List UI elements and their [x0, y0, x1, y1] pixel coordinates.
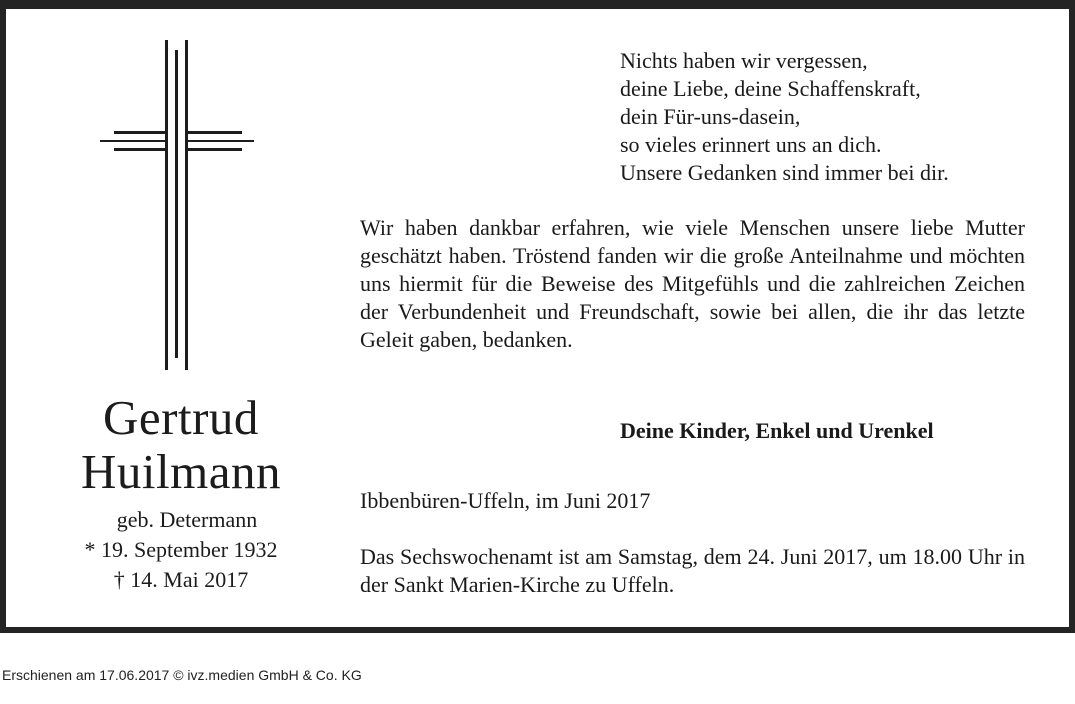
last-name: Huilmann: [81, 444, 281, 499]
poem: [620, 47, 1060, 187]
service-announcement: Das Sechswochenamt ist am Samstag, dem 24. Juni 2017, um 18.00 Uhr in der Sankt Marien-Kirche zu Uffeln.: [360, 544, 1025, 597]
poem-line: Unsere Gedanken sind immer bei dir.: [620, 160, 949, 185]
poem-line: deine Liebe, deine Schaffenskraft,: [620, 76, 921, 101]
poem-line: Nichts haben wir vergessen,: [620, 48, 868, 73]
maiden-name: geb. Determann: [116, 507, 258, 532]
publication-footer: Erschienen am 17.06.2017 © ivz.medien GmbH & Co. KG: [2, 667, 362, 683]
cross-icon: [98, 40, 258, 370]
signature: Deine Kinder, Enkel und Urenkel: [620, 418, 934, 443]
poem-line: dein Für-uns-dasein,: [620, 104, 801, 129]
death-date: † 14. Mai 2017: [113, 567, 249, 592]
place-date: Ibbenbüren-Uffeln, im Juni 2017: [360, 488, 651, 513]
thanks-paragraph: Wir haben dankbar erfahren, wie viele Menschen unsere liebe Mutter geschätzt haben. Tröstend fanden wir die große Anteilnahme und möchten uns hiermit für die Beweise des Mitgefühls und die zahlreichen Zeichen der Verbundenheit und Freundschaft, sowie bei allen, die ihr das letzte Geleit gaben, bedanken.: [360, 215, 1025, 352]
birth-date: * 19. September 1932: [84, 537, 278, 562]
first-name: Gertrud: [103, 390, 259, 445]
poem-line: so vieles erinnert uns an dich.: [620, 132, 882, 157]
deceased-info: [46, 391, 316, 595]
